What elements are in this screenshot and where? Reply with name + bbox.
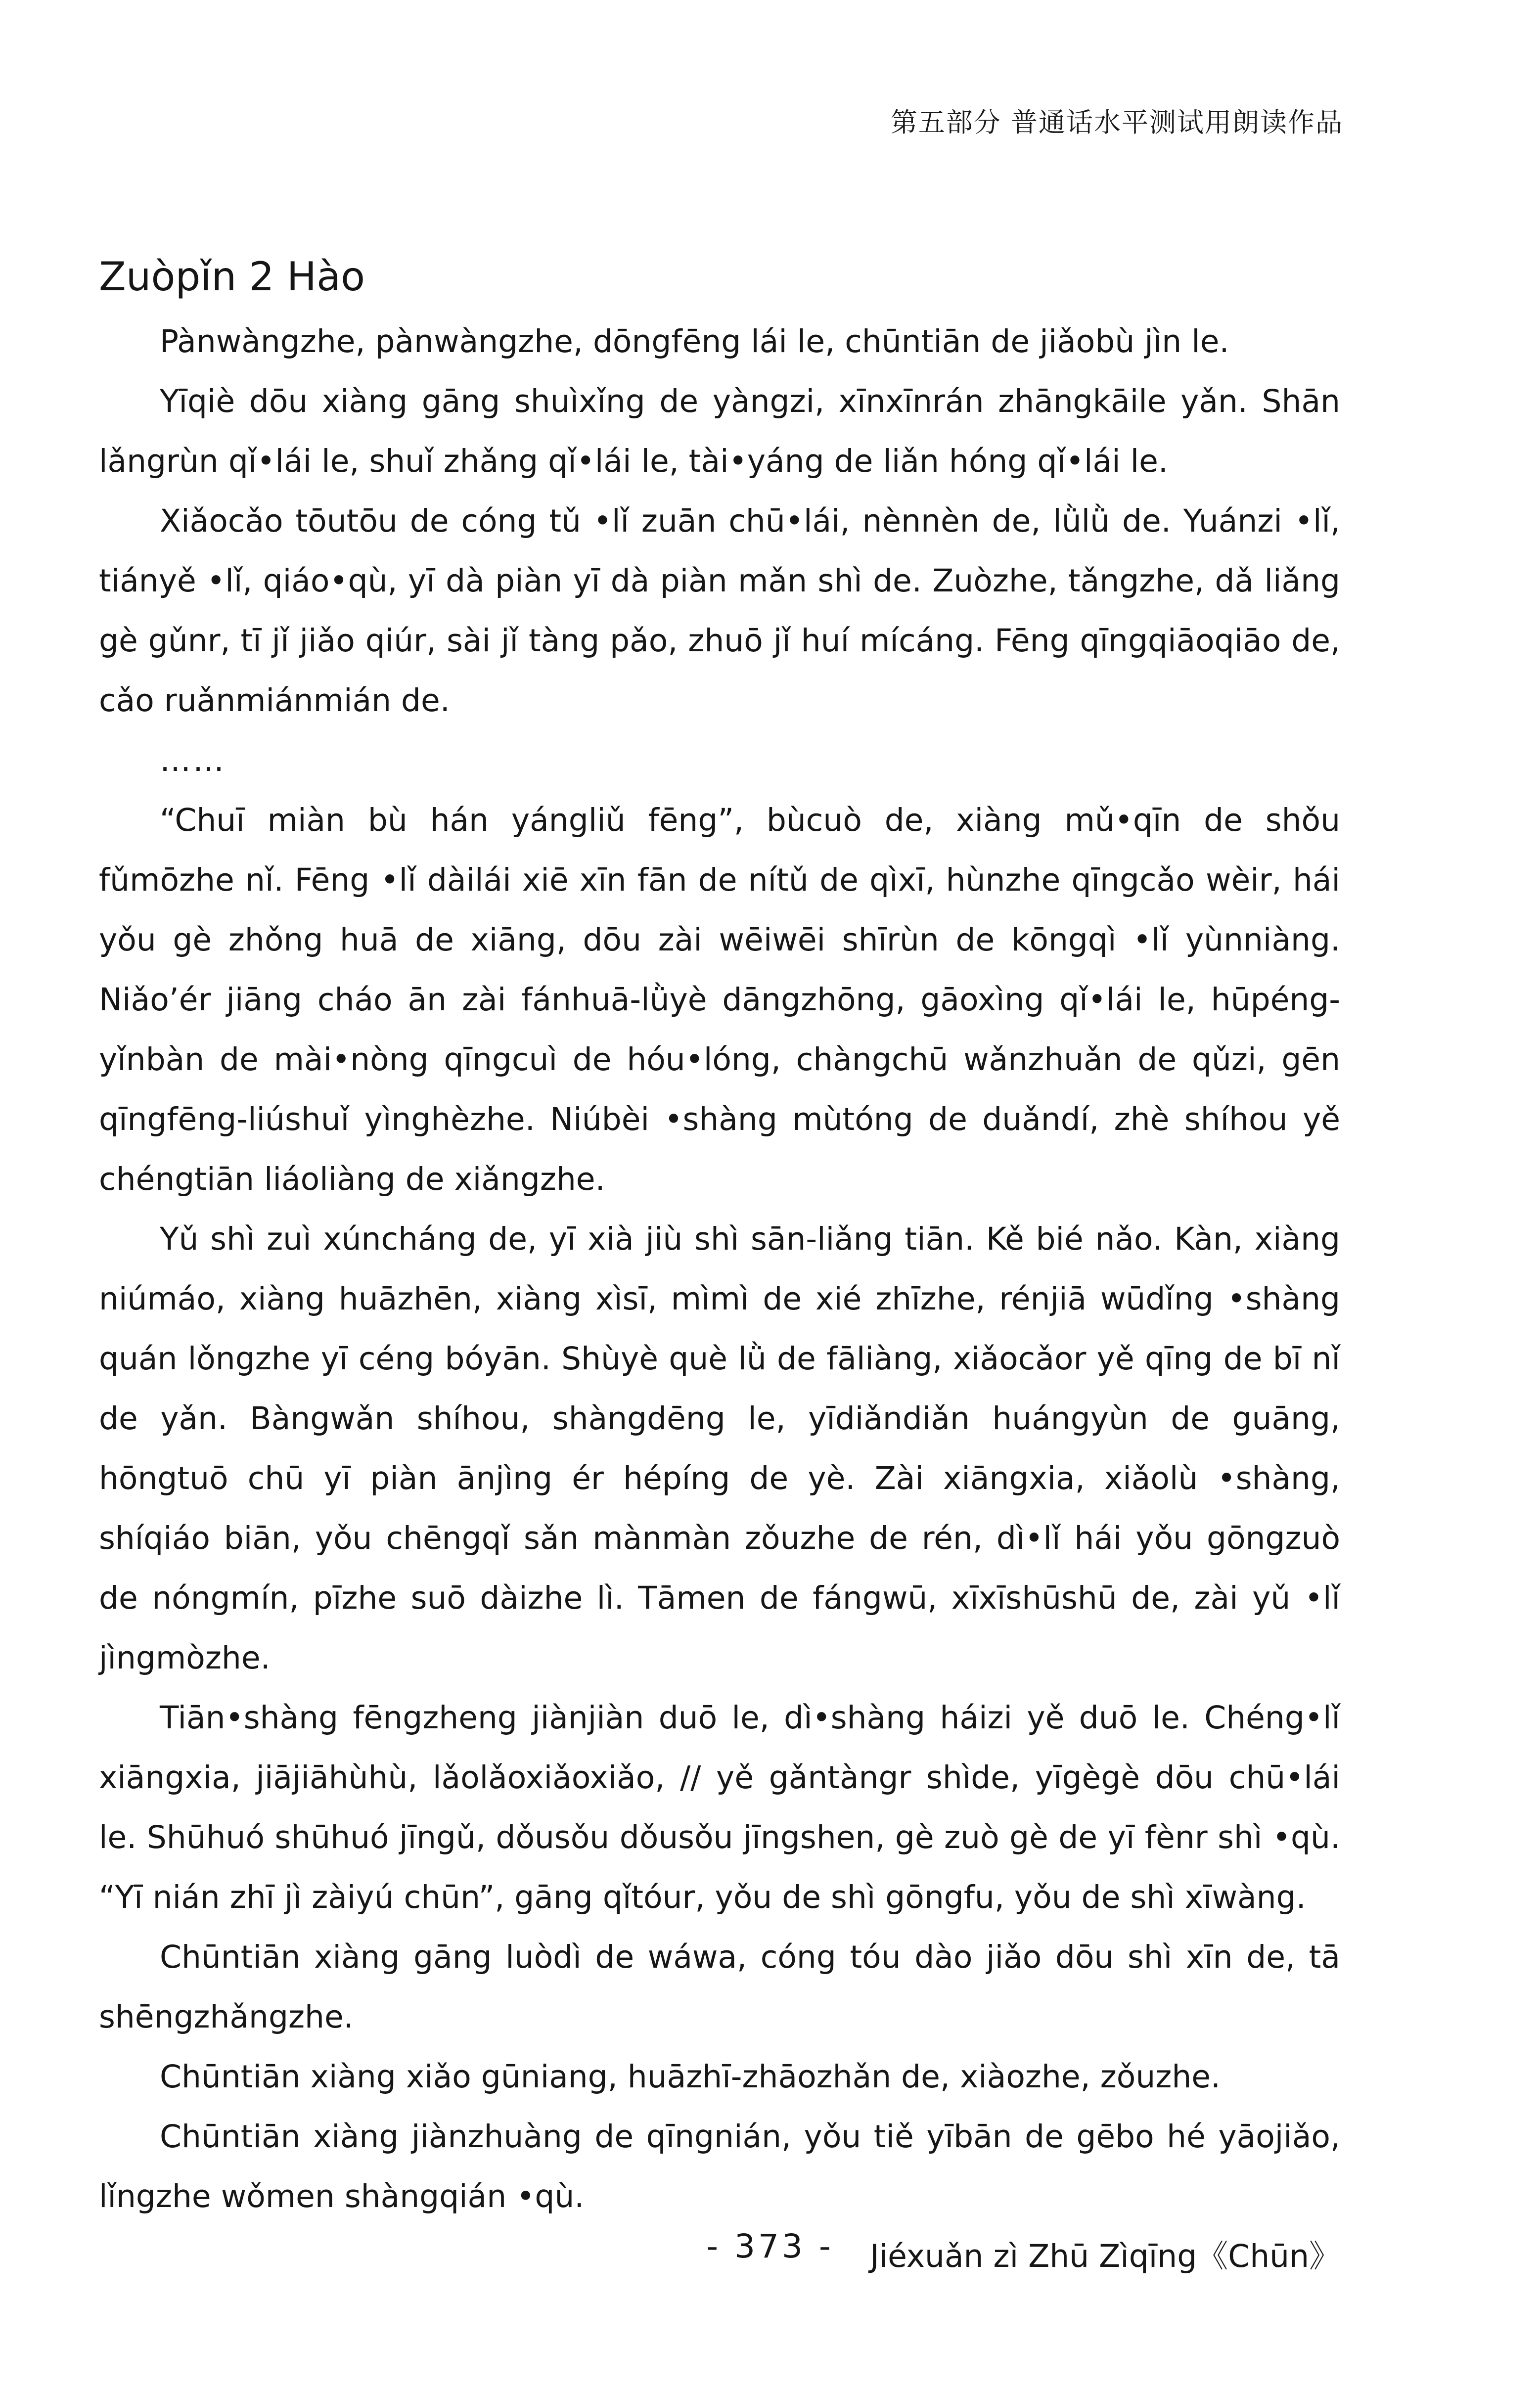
article-body bbox=[99, 247, 1340, 2286]
article-title: Zuòpǐn 2 Hào bbox=[99, 254, 365, 300]
paragraph: Xiǎocǎo tōutōu de cóng tǔ •lǐ zuān chū•lái, nènnèn de, lǜlǜ de. Yuánzi •lǐ, tiányě •lǐ, qiáo•qù, yī dà piàn yī dà piàn mǎn shì de. Zuòzhe, tǎngzhe, dǎ liǎng gè gǔnr, tī jǐ jiǎo qiúr, sài jǐ tàng pǎo, zhuō jǐ huí mícáng. Fēng qīngqiāoqiāo de, cǎo ruǎnmiánmián de. bbox=[99, 503, 1340, 719]
ellipsis-break: …… bbox=[160, 742, 226, 778]
paragraph: Yīqiè dōu xiàng gāng shuìxǐng de yàngzi, xīnxīnrán zhāngkāile yǎn. Shān lǎngrùn qǐ•lái le, shuǐ zhǎng qǐ•lái le, tài•yáng de liǎn hóng qǐ•lái le. bbox=[99, 383, 1340, 479]
running-header: 第五部分 普通话水平测试用朗读作品 bbox=[890, 107, 1343, 138]
source-attribution: Jiéxuǎn zì Zhū Zìqīng《Chūn》 bbox=[870, 2238, 1340, 2274]
paragraph: Tiān•shàng fēngzheng jiànjiàn duō le, dì•shàng háizi yě duō le. Chéng•lǐ xiāngxia, jiājiāhùhù, lǎolǎoxiǎoxiǎo, // yě gǎntàngr shìde, yīgègè dōu chū•lái le. Shūhuó shūhuó jīngǔ, dǒusǒu dǒusǒu jīngshen, gè zuò gè de yī fènr shì •qù. “Yī nián zhī jì zàiyú chūn”, gāng qǐtóur, yǒu de shì gōngfu, yǒu de shì xīwàng. bbox=[99, 1700, 1340, 1915]
paragraph: Yǔ shì zuì xúncháng de, yī xià jiù shì sān-liǎng tiān. Kě bié nǎo. Kàn, xiàng niúmáo, xiàng huāzhēn, xiàng xìsī, mìmì de xié zhīzhe, rénjiā wūdǐng •shàng quán lǒngzhe yī céng bóyān. Shùyè què lǜ de fāliàng, xiǎocǎor yě qīng de bī nǐ de yǎn. Bàngwǎn shíhou, shàngdēng le, yīdiǎndiǎn huángyùn de guāng, hōngtuō chū yī piàn ānjìng ér hépíng de yè. Zài xiāngxia, xiǎolù •shàng, shíqiáo biān, yǒu chēngqǐ sǎn mànmàn zǒuzhe de rén, dì•lǐ hái yǒu gōngzuò de nóngmín, pīzhe suō dàizhe lì. Tāmen de fángwū, xīxīshūshū de, zài yǔ •lǐ jìngmòzhe. bbox=[99, 1221, 1340, 1676]
paragraph: Chūntiān xiàng jiànzhuàng de qīngnián, yǒu tiě yībān de gēbo hé yāojiǎo, lǐngzhe wǒmen shàngqián •qù. bbox=[99, 2119, 1340, 2214]
paragraph: Chūntiān xiàng gāng luòdì de wáwa, cóng tóu dào jiǎo dōu shì xīn de, tā shēngzhǎngzhe. bbox=[99, 1939, 1340, 2035]
page-number: - 373 - bbox=[706, 2227, 834, 2265]
paragraph: Chūntiān xiàng xiǎo gūniang, huāzhī-zhāozhǎn de, xiàozhe, zǒuzhe. bbox=[160, 2059, 1221, 2095]
paragraph: “Chuī miàn bù hán yángliǔ fēng”, bùcuò de, xiàng mǔ•qīn de shǒu fǔmōzhe nǐ. Fēng •lǐ dàilái xiē xīn fān de nítǔ de qìxī, hùnzhe qīngcǎo wèir, hái yǒu gè zhǒng huā de xiāng, dōu zài wēiwēi shīrùn de kōngqì •lǐ yùnniàng. Niǎo’ér jiāng cháo ān zài fánhuā-lǜyè dāngzhōng, gāoxìng qǐ•lái le, hūpéng-yǐnbàn de mài•nòng qīngcuì de hóu•lóng, chàngchū wǎnzhuǎn de qǔzi, gēn qīngfēng-liúshuǐ yìnghèzhe. Niúbèi •shàng mùtóng de duǎndí, zhè shíhou yě chéngtiān liáoliàng de xiǎngzhe. bbox=[99, 802, 1340, 1197]
paragraph: Pànwàngzhe, pànwàngzhe, dōngfēng lái le, chūntiān de jiǎobù jìn le. bbox=[160, 323, 1229, 360]
